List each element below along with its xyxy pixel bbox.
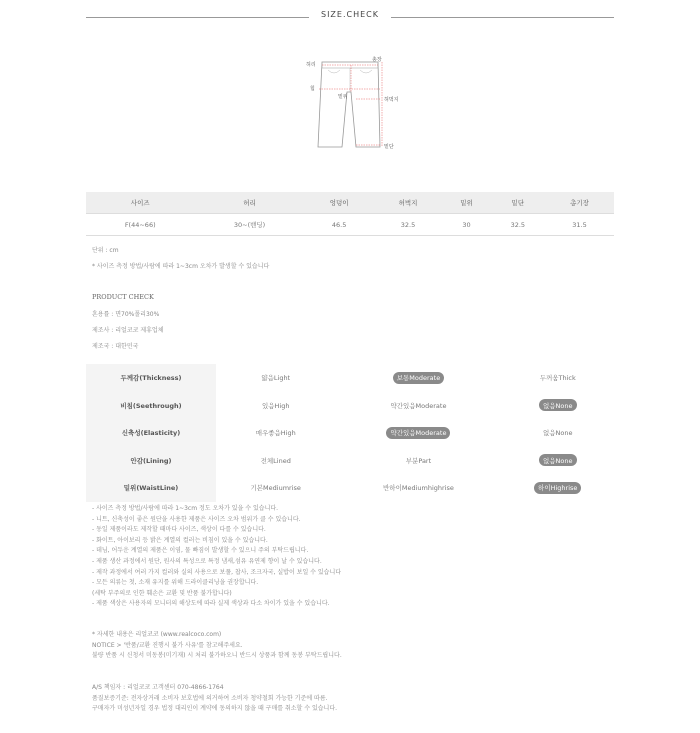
care-note-item: - 니트, 신축성이 좋은 원단을 사용한 제품은 사이즈 오차 범위가 클 수 있습니다. (92, 515, 301, 523)
care-note-item: - 동일 제품이라도 제작할 때마다 사이즈, 색상이 다를 수 있습니다. (92, 526, 266, 534)
table-cell: 31.5 (545, 214, 614, 236)
tolerance-note: * 사이즈 측정 방법/사람에 따라 1~3cm 오차가 발생할 수 있습니다 (92, 263, 270, 270)
section-title: SIZE.CHECK (320, 10, 379, 19)
table-cell: 46.5 (305, 214, 374, 236)
label-rise: 밑위 (338, 94, 348, 100)
size-table (86, 192, 614, 236)
contact-note-item: 불량 반품 시 신청서 미동봉(미기재) 시 처리 불가하오니 반드시 상품과 함께 동봉 부탁드립니다. (92, 652, 342, 660)
care-note-item: - 사이즈 측정 방법/사람에 따라 1~3cm 정도 오차가 있을 수 있습니다. (92, 505, 279, 512)
product-check-option-cell (216, 447, 335, 475)
care-note-item: - 제품 생산 과정에서 원단, 원사의 특성으로 특정 냄새,섬유 유연제 향이 날 수 있습니다. (92, 557, 322, 565)
option-label: 약간있음Moderate (390, 401, 447, 410)
option-label: 두꺼움Thick (539, 374, 576, 383)
product-check-label: 밑위(WaistLine) (86, 474, 216, 502)
option-label: 얇음Light (261, 374, 291, 383)
size-check-title-row (86, 10, 614, 24)
product-check-option-cell (335, 447, 501, 475)
table-cell: F(44~66) (86, 214, 194, 236)
product-check-label: 비침(Seethrough) (86, 392, 216, 420)
care-note-item: - 데님, 어두운 계열의 제품은 이염, 물 빠짐이 발생할 수 있으니 주의 부탁드립니다. (92, 547, 309, 555)
table-cell: 30~(밴딩) (194, 214, 304, 236)
legal-note-item: A/S 책임자 : 리얼코코 고객센터 070-4866-1764 (92, 684, 224, 691)
table-cell: 32.5 (374, 214, 443, 236)
product-check-label: 안감(Lining) (86, 447, 216, 475)
product-check-option-cell (216, 392, 335, 420)
selected-option-badge: 없음None (539, 399, 577, 411)
pants-diagram (298, 52, 408, 154)
legal-note-item: 품질보증기준: 전자상거래 소비자 보호법에 의거하여 소비자 청약철회 가능한 기준에 따름. (92, 694, 328, 702)
selected-option-badge: 없음None (539, 454, 577, 466)
product-check-option-cell (216, 474, 335, 502)
col-hip: 엉덩이 (305, 192, 374, 214)
product-check-title: PRODUCT CHECK (92, 293, 154, 301)
care-note-item: - 제작 과정에서 여러 가지 컬러와 실의 사용으로 보풀, 찹사, 조크자국, 실밥이 보일 수 있습니다 (92, 568, 342, 576)
col-length: 총기장 (545, 192, 614, 214)
product-check-option-cell (501, 364, 614, 392)
material-info: 혼용률 : 면70%폴리30% (92, 311, 160, 318)
selected-option-badge: 약간있음Moderate (386, 427, 450, 439)
product-check-option-cell (335, 419, 501, 447)
col-hem: 밑단 (491, 192, 545, 214)
legal-note-item: 구매자가 미성년자일 경우 법정 대리인이 계약에 동의하지 않을 때 구매를 취소할 수 있습니다. (92, 705, 338, 713)
option-label: 전체Lined (260, 456, 291, 465)
product-check-option-cell (216, 419, 335, 447)
product-check-option-cell (501, 474, 614, 502)
table-cell: 32.5 (491, 214, 545, 236)
col-thigh: 허벅지 (374, 192, 443, 214)
product-check-row (86, 474, 614, 502)
product-check-row (86, 364, 614, 392)
product-check-option-cell (335, 392, 501, 420)
product-check-option-cell (335, 474, 501, 502)
product-check-table (86, 364, 614, 502)
product-check-option-cell (335, 364, 501, 392)
product-check-option-cell (501, 419, 614, 447)
option-label: 기본Mediumrise (250, 484, 301, 493)
option-label: 반하이Mediumhighrise (383, 484, 454, 493)
care-note-item: - 제품 색상은 사용자의 모니터의 해상도에 따라 실제 색상과 다소 차이가 있을 수 있습니다. (92, 600, 330, 608)
size-table-header (86, 192, 614, 214)
divider-right (391, 17, 614, 18)
col-size: 사이즈 (86, 192, 194, 214)
product-check-label: 신축성(Elasticity) (86, 419, 216, 447)
care-note-item: - 모든 의류는 첫, 소재 유지를 위해 드라이클리닝을 권장합니다. (92, 579, 259, 587)
product-check-row (86, 447, 614, 475)
divider-left (86, 17, 309, 18)
label-hip: 힙 (310, 86, 315, 92)
option-label: 없음None (542, 429, 573, 438)
table-cell: 30 (442, 214, 490, 236)
product-check-option-cell (501, 392, 614, 420)
option-label: 매우좋음High (255, 429, 296, 438)
product-check-row (86, 419, 614, 447)
selected-option-badge: 보통Moderate (393, 372, 444, 384)
label-total: 총장 (372, 57, 382, 63)
product-check-row (86, 392, 614, 420)
unit-note: 단위 : cm (92, 247, 119, 254)
legal-notes (92, 683, 337, 715)
care-note-item: (세탁 부주의로 인한 훼손은 교환 및 반품 불가합니다) (92, 589, 232, 597)
product-check-option-cell (216, 364, 335, 392)
product-check-label: 두께감(Thickness) (86, 364, 216, 392)
product-check-option-cell (501, 447, 614, 475)
label-waist: 허리 (306, 62, 316, 68)
option-label: 있음High (261, 401, 290, 410)
label-hem: 밑단 (384, 144, 394, 150)
care-note-item: - 화이트, 아이보리 등 밝은 계열의 컬러는 비침이 있을 수 있습니다. (92, 536, 268, 544)
table-row (86, 214, 614, 236)
maker-info: 제조사 : 리얼코코 제휴업체 (92, 327, 164, 334)
contact-note-item: * 자세한 내용은 리얼코코 (www.realcoco.com) (92, 631, 222, 638)
label-thigh: 허벅지 (384, 97, 399, 103)
option-label: 부분Part (405, 456, 432, 465)
selected-option-badge: 하이Highrise (534, 482, 581, 494)
col-waist: 허리 (194, 192, 304, 214)
col-rise: 밑위 (442, 192, 490, 214)
contact-notes (92, 630, 342, 662)
origin-info: 제조국 : 대한민국 (92, 343, 139, 350)
care-notes-list (92, 504, 341, 610)
contact-note-item: NOTICE > '반품/교환 진행시 불가 사유'를 참고해주세요. (92, 641, 243, 649)
